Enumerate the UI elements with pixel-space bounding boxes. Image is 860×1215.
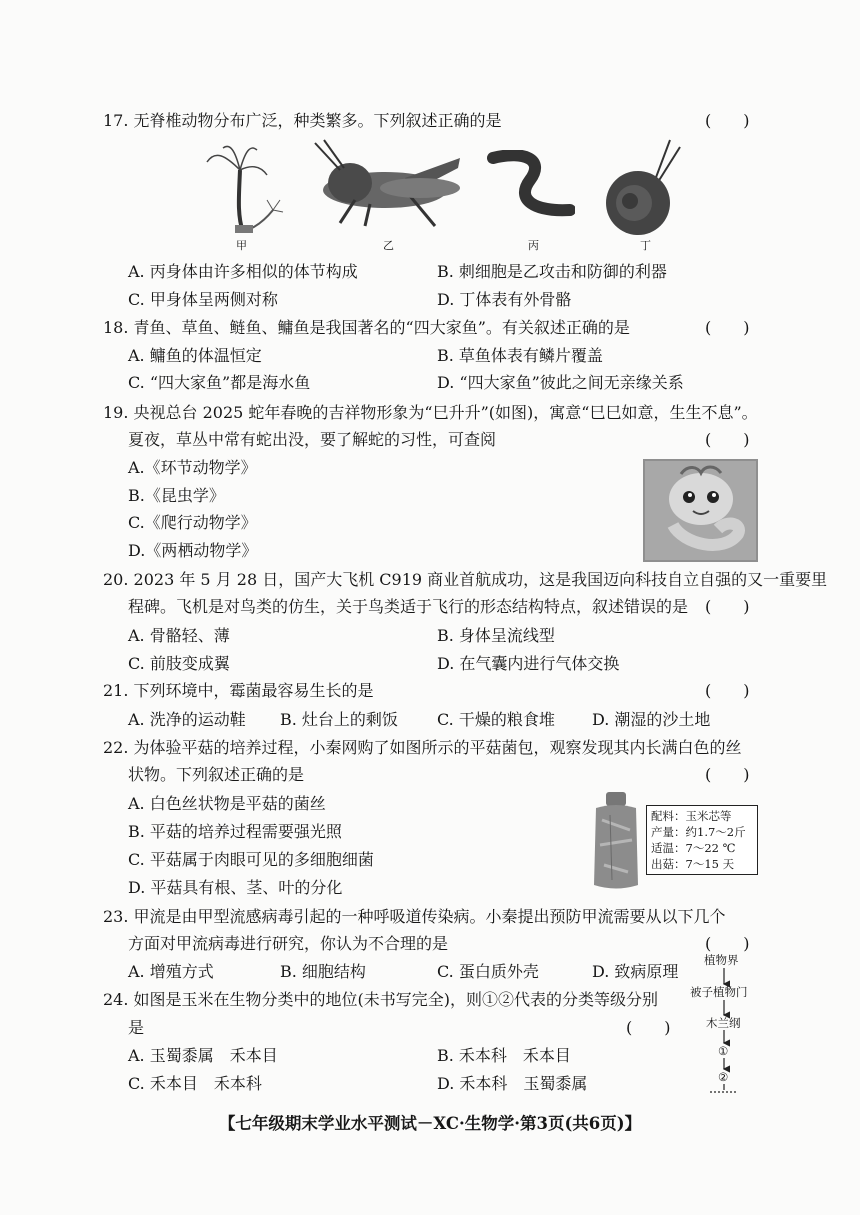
q22-stem-line1: 22. 为体验平菇的培养过程，小秦网购了如图所示的平菇菌包，观察发现其内长满白色的丝 [103,738,742,757]
q18-option-b: B. 草鱼体表有鳞片覆盖 [437,346,603,365]
q22-bracket: ( ) [705,765,750,784]
q20-option-d: D. 在气囊内进行气体交换 [437,654,620,673]
mushroom-bag-image [590,790,642,892]
q20-option-c: C. 前肢变成翼 [128,654,230,673]
q19-option-d: D.《两栖动物学》 [128,541,258,560]
q21-option-a: A. 洗净的运动鞋 [128,710,246,729]
taxonomy-level-1: ① [718,1044,729,1058]
q22-stem-line2: 状物。下列叙述正确的是 [128,765,305,784]
q18-stem: 18. 青鱼、草鱼、鲢鱼、鳙鱼是我国著名的“四大家鱼”。有关叙述正确的是 [103,318,630,337]
mushroom-bag-label [646,805,758,875]
q19-option-a: A.《环节动物学》 [128,458,257,477]
q23-option-d: D. 致病原理 [592,962,679,981]
taxonomy-phylum: 被子植物门 [690,985,748,999]
q23-option-c: C. 蛋白质外壳 [437,962,539,981]
q18-option-a: A. 鳙鱼的体温恒定 [128,346,262,365]
q24-stem-line1: 24. 如图是玉米在生物分类中的地位(未书写完全)，则①②代表的分类等级分别 [103,990,659,1009]
q24-option-c: C. 禾本目 禾本科 [128,1074,262,1093]
taxonomy-class: 木兰纲 [706,1016,741,1030]
q23-stem-line2: 方面对甲流病毒进行研究，你认为不合理的是 [128,934,449,953]
q17-bracket: ( ) [705,111,750,130]
label-fruiting: 出菇：7～15 天 [651,857,735,871]
q21-bracket: ( ) [705,681,750,700]
grasshopper-image [310,138,465,233]
taxonomy-kingdom: 植物界 [704,953,739,967]
q19-option-c: C.《爬行动物学》 [128,513,257,532]
q19-stem-line1: 19. 央视总台 2025 蛇年春晚的吉祥物形象为“巳升升”(如图)，寓意“巳巳如意，生生不息”。 [103,403,758,422]
q17-label-bing: 丙 [528,239,539,252]
q21-option-d: D. 潮湿的沙土地 [592,710,711,729]
q22-option-c: C. 平菇属于肉眼可见的多细胞细菌 [128,850,374,869]
q24-option-d: D. 禾本科 玉蜀黍属 [437,1074,588,1093]
earthworm-image [485,150,575,220]
q20-bracket: ( ) [705,597,750,616]
q17-label-yi: 乙 [383,239,394,252]
q18-option-d: D. “四大家鱼”彼此之间无亲缘关系 [437,373,684,392]
taxonomy-level-2: ② [718,1070,729,1084]
page-footer: 【七年级期末学业水平测试－XC·生物学·第3页(共6页)】 [218,1114,642,1133]
q19-bracket: ( ) [705,430,750,449]
q22-option-a: A. 白色丝状物是平菇的菌丝 [128,794,326,813]
q20-stem-line2: 程碑。飞机是对鸟类的仿生，关于鸟类适于飞行的形态结构特点，叙述错误的是 [128,597,689,616]
q21-option-c: C. 干燥的粮食堆 [437,710,555,729]
q17-option-c: C. 甲身体呈两侧对称 [128,290,278,309]
q23-bracket: ( ) [705,934,750,953]
taxonomy-arrows [700,966,760,1101]
snake-mascot-image [643,459,758,562]
q21-stem: 21. 下列环境中，霉菌最容易生长的是 [103,681,374,700]
q23-option-a: A. 增殖方式 [128,962,214,981]
q19-stem-line2: 夏夜，草丛中常有蛇出没，要了解蛇的习性，可查阅 [128,430,497,449]
q17-label-jia: 甲 [236,239,247,252]
q23-stem-line1: 23. 甲流是由甲型流感病毒引起的一种呼吸道传染病。小秦提出预防甲流需要从以下几个 [103,907,726,926]
q17-option-a: A. 丙身体由许多相似的体节构成 [128,262,358,281]
label-temperature: 适温：7～22 ℃ [651,841,736,855]
q24-option-b: B. 禾本科 禾本目 [437,1046,571,1065]
q22-option-b: B. 平菇的培养过程需要强光照 [128,822,342,841]
label-ingredients: 配料：玉米芯等 [651,809,732,823]
q18-bracket: ( ) [705,318,750,337]
label-yield: 产量：约1.7～2斤 [651,825,746,839]
q17-label-ding: 丁 [640,239,651,252]
hydra-image [195,140,285,240]
q18-option-c: C. “四大家鱼”都是海水鱼 [128,373,311,392]
q23-option-b: B. 细胞结构 [280,962,366,981]
q20-option-a: A. 骨骼轻、薄 [128,626,230,645]
q20-stem-line1: 20. 2023 年 5 月 28 日，国产大飞机 C919 商业首航成功，这是我国迈向科技自立自强的又一重要里 [103,570,828,589]
q24-option-a: A. 玉蜀黍属 禾本目 [128,1046,278,1065]
q20-option-b: B. 身体呈流线型 [437,626,555,645]
q24-bracket: ( ) [626,1018,671,1037]
q21-option-b: B. 灶台上的剩饭 [280,710,398,729]
snail-image [600,135,690,235]
q17-stem: 17. 无脊椎动物分布广泛，种类繁多。下列叙述正确的是 [103,111,502,130]
q17-option-b: B. 刺细胞是乙攻击和防御的利器 [437,262,667,281]
q17-option-d: D. 丁体表有外骨骼 [437,290,572,309]
q24-stem-line2: 是 [128,1018,145,1037]
q19-option-b: B.《昆虫学》 [128,486,225,505]
q22-option-d: D. 平菇具有根、茎、叶的分化 [128,878,343,897]
